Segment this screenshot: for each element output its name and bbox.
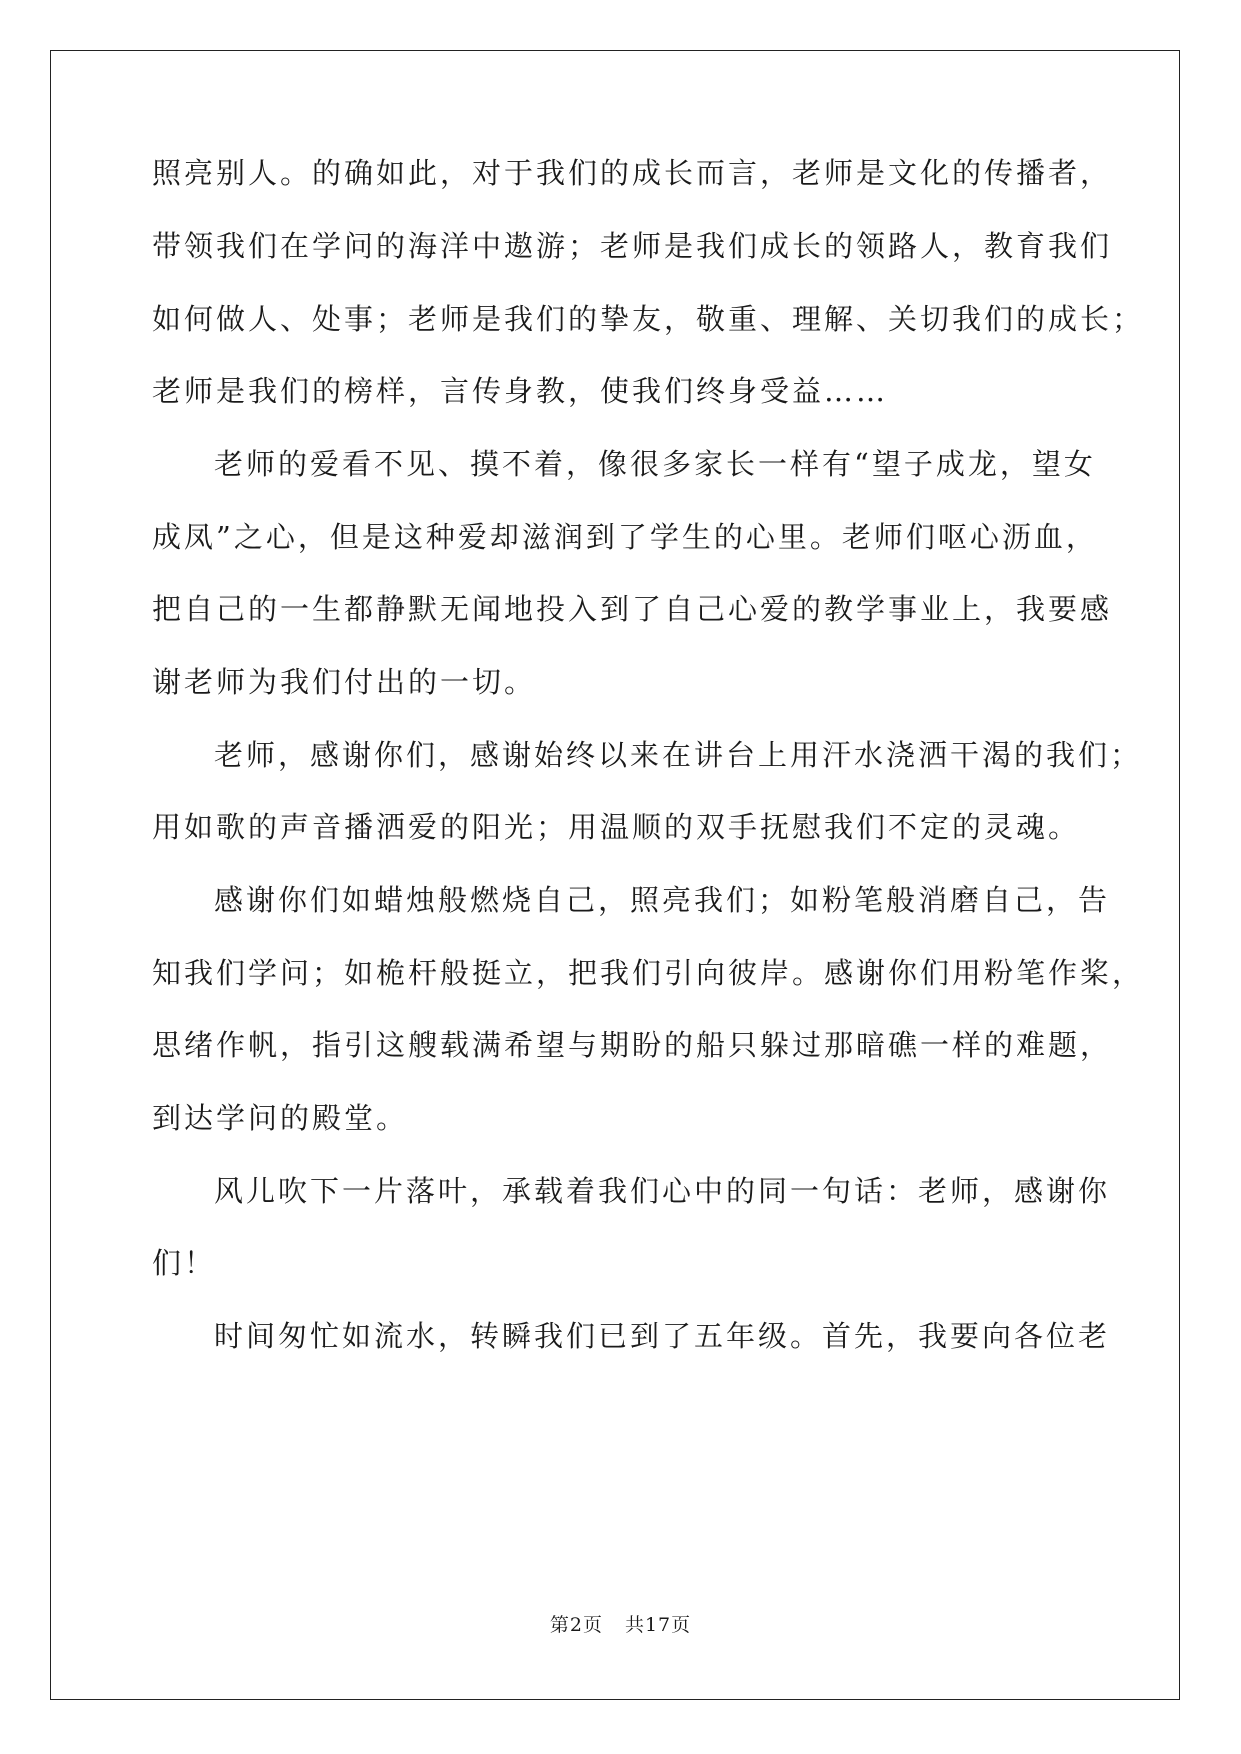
text-line: 谢老师为我们付出的一切。: [152, 665, 537, 699]
page-number: 第2页: [549, 1614, 603, 1636]
text-line: 如何做人、处事；老师是我们的挚友，敬重、理解、关切我们的成长；: [152, 302, 1145, 336]
text-line: 思绪作帆，指引这艘载满希望与期盼的船只躲过那暗礁一样的难题，: [152, 1028, 1113, 1062]
text-line: 成凤”之心，但是这种爱却滋润到了学生的心里。老师们呕心沥血，: [152, 520, 1098, 554]
text-line: 们！: [152, 1246, 217, 1280]
page-footer: [0, 1610, 1241, 1637]
text-line: 老师，感谢你们，感谢始终以来在讲台上用汗水浇洒干渴的我们；: [214, 738, 1143, 772]
page-border: [50, 50, 1180, 1700]
text-line: 照亮别人。的确如此，对于我们的成长而言，老师是文化的传播者，: [152, 156, 1113, 190]
text-line: 老师的爱看不见、摸不着，像很多家长一样有“望子成龙，望女: [214, 447, 1096, 481]
text-line: 用如歌的声音播洒爱的阳光；用温顺的双手抚慰我们不定的灵魂。: [152, 810, 1081, 844]
text-line: 知我们学问；如桅杆般挺立，把我们引向彼岸。感谢你们用粉笔作桨，: [152, 956, 1145, 990]
text-line: 时间匆忙如流水，转瞬我们已到了五年级。首先，我要向各位老: [214, 1319, 1111, 1353]
text-line: 老师是我们的榜样，言传身教，使我们终身受益……: [152, 374, 889, 408]
text-line: 带领我们在学问的海洋中遨游；老师是我们成长的领路人，教育我们: [152, 229, 1113, 263]
page-total: 共17页: [624, 1614, 692, 1636]
text-line: 感谢你们如蜡烛般燃烧自己，照亮我们；如粉笔般消磨自己，告: [214, 883, 1111, 917]
text-line: 到达学问的殿堂。: [152, 1101, 409, 1135]
text-line: 把自己的一生都静默无闻地投入到了自己心爱的教学事业上，我要感: [152, 592, 1113, 626]
text-line: 风儿吹下一片落叶，承载着我们心中的同一句话：老师，感谢你: [214, 1174, 1111, 1208]
